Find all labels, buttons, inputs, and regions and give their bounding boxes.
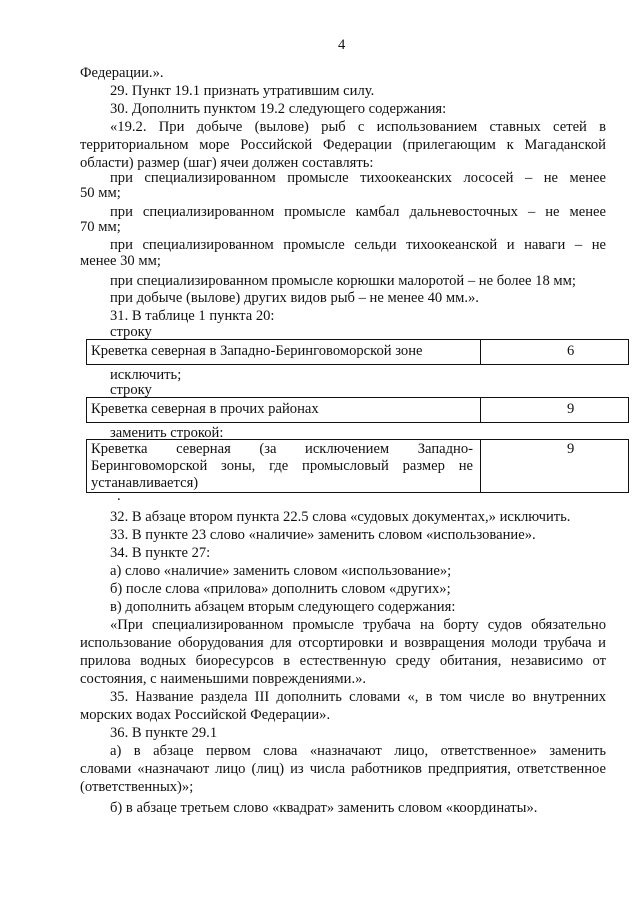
text-line: 35. Название раздела III дополнить словами «, в том числе во внутренних bbox=[110, 689, 606, 705]
text-line: морских водах Российской Федерации». bbox=[80, 707, 331, 723]
text-line: при специализированном промысле корюшки малоротой – не более 18 мм; bbox=[110, 273, 576, 289]
text-line: б) в абзаце третьем слово «квадрат» заменить словом «координаты». bbox=[110, 800, 538, 816]
text-line: 36. В пункте 29.1 bbox=[110, 725, 218, 741]
table-row bbox=[86, 439, 629, 493]
text-line: заменить строкой: bbox=[110, 425, 224, 441]
text-line: 50 мм; bbox=[80, 185, 121, 201]
text-line: Федерации.». bbox=[80, 65, 164, 81]
text-line: строку bbox=[110, 382, 152, 398]
table-divider bbox=[480, 398, 481, 422]
text-line: использование оборудования для отсортировки и возвращения молоди трубача и bbox=[80, 635, 606, 651]
size-cell: 6 bbox=[567, 343, 575, 359]
text-line: 70 мм; bbox=[80, 219, 121, 235]
text-line: менее 30 мм; bbox=[80, 253, 161, 269]
text-line: области) размер (шаг) ячеи должен составлять: bbox=[80, 155, 374, 171]
species-cell: устанавливается) bbox=[91, 475, 199, 491]
text-line: исключить; bbox=[110, 367, 182, 383]
text-line: . bbox=[117, 488, 121, 504]
text-line: территориальном море Российской Федерации (прилегающим к Магаданской bbox=[80, 137, 606, 153]
species-cell: Креветка северная в прочих районах bbox=[91, 401, 319, 417]
text-line: словами «назначают лицо (лиц) из числа работников предприятия, ответственное bbox=[80, 761, 606, 777]
text-line: 34. В пункте 27: bbox=[110, 545, 211, 561]
species-cell: Креветка северная в Западно-Беринговоморской зоне bbox=[91, 343, 423, 359]
page-number: 4 bbox=[338, 37, 346, 53]
text-line: а) в абзаце первом слова «назначают лицо, ответственное» заменить bbox=[110, 743, 606, 759]
text-line: при специализированном промысле камбал дальневосточных – не менее bbox=[110, 204, 606, 220]
text-line: 29. Пункт 19.1 признать утратившим силу. bbox=[110, 83, 375, 99]
species-cell: Креветка северная (за исключением Западно- bbox=[91, 441, 473, 457]
text-line: при специализированном промысле тихоокеанских лососей – не менее bbox=[110, 170, 606, 186]
species-cell: Беринговоморской зоны, где промысловый размер не bbox=[91, 458, 473, 474]
text-line: 33. В пункте 23 слово «наличие» заменить словом «использование». bbox=[110, 527, 536, 543]
table-row bbox=[86, 397, 629, 423]
size-cell: 9 bbox=[567, 441, 575, 457]
text-line: б) после слова «прилова» дополнить словом «других»; bbox=[110, 581, 451, 597]
size-cell: 9 bbox=[567, 401, 575, 417]
text-line: в) дополнить абзацем вторым следующего содержания: bbox=[110, 599, 456, 615]
text-line: «19.2. При добыче (вылове) рыб с использованием ставных сетей в bbox=[110, 119, 606, 135]
text-line: при специализированном промысле сельди тихоокеанской и наваги – не bbox=[110, 237, 606, 253]
text-line: «При специализированном промысле трубача на борту судов обязательно bbox=[110, 617, 606, 633]
text-line: прилова водных биоресурсов в естественную среду обитания, независимо от bbox=[80, 653, 606, 669]
text-line: состояния, с наименьшими повреждениями.». bbox=[80, 671, 367, 687]
text-line: строку bbox=[110, 324, 152, 340]
text-line: 32. В абзаце втором пункта 22.5 слова «судовых документах,» исключить. bbox=[110, 509, 571, 525]
table-divider bbox=[480, 440, 481, 492]
text-line: а) слово «наличие» заменить словом «использование»; bbox=[110, 563, 452, 579]
table-row bbox=[86, 339, 629, 365]
text-line: 31. В таблице 1 пункта 20: bbox=[110, 308, 275, 324]
text-line: 30. Дополнить пунктом 19.2 следующего содержания: bbox=[110, 101, 447, 117]
text-line: при добыче (вылове) других видов рыб – не менее 40 мм.». bbox=[110, 290, 479, 306]
text-line: (ответственных)»; bbox=[80, 779, 194, 795]
table-divider bbox=[480, 340, 481, 364]
